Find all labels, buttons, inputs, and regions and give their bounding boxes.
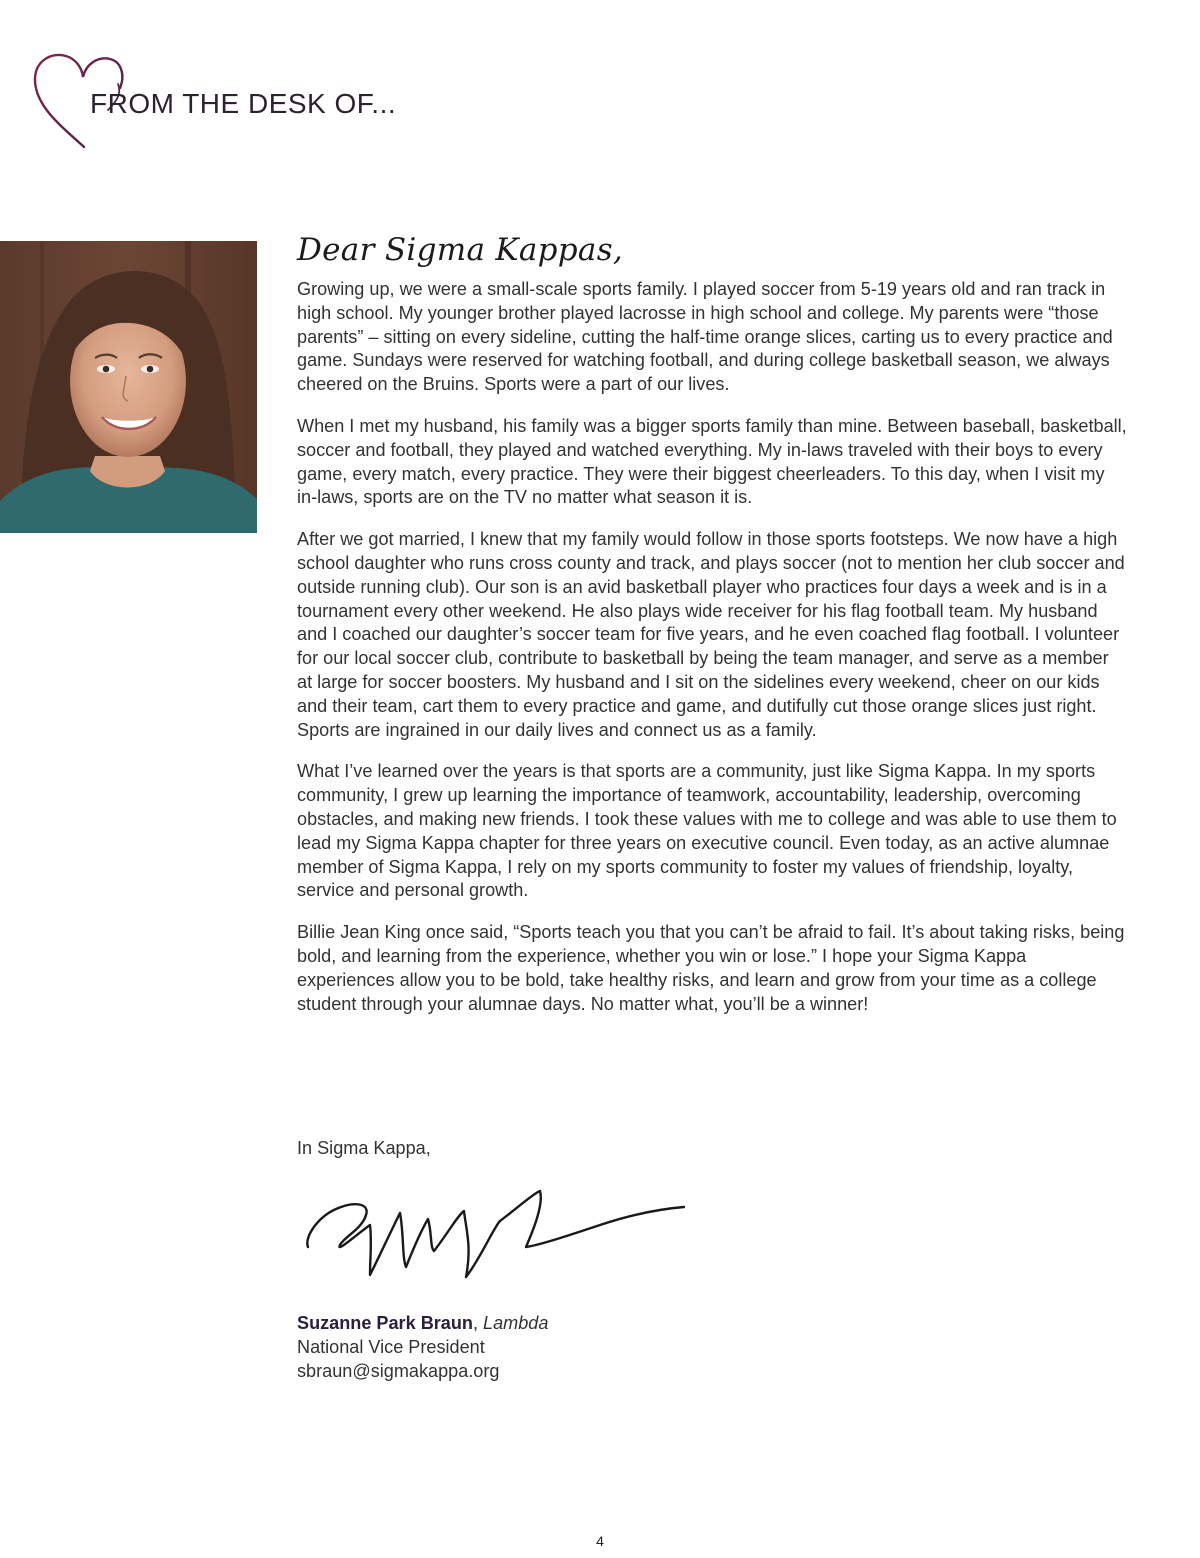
letter-paragraph: When I met my husband, his family was a bigger sports family than mine. Between baseball, basketball, soccer and football, they played and watched everything. My in-laws traveled with their boys to every game, every match, every practice. They were their biggest cheerleaders. To this day, when I visit my in-laws, sports are on the TV no matter what season it is. [297, 415, 1127, 508]
letter-body [297, 232, 1127, 1034]
portrait-photo [0, 241, 257, 533]
signer-email[interactable]: sbraun@sigmakappa.org [297, 1361, 500, 1381]
letter-paragraph: Growing up, we were a small-scale sports family. I played soccer from 5-19 years old and ran track in high school. My younger brother played lacrosse in high school and college. My parents were “those parents” – sitting on every sideline, cutting the half-time orange slices, carting us to every practice and game. Sundays were reserved for watching football, and during college basketball season, we always cheered on the Bruins. Sports were a part of our lives. [297, 279, 1113, 395]
signer-line [297, 1311, 548, 1335]
closing-line: In Sigma Kappa, [297, 1138, 431, 1158]
signer-chapter: Lambda [483, 1313, 549, 1333]
signer-name: Suzanne Park Braun [297, 1313, 473, 1333]
letter-paragraph: Billie Jean King once said, “Sports teach you that you can’t be afraid to fail. It’s about taking risks, being bold, and learning from the experience, whether you win or lose.” I hope your Sigma Kappa experiences allow you to be bold, take healthy risks, and learn and grow from your time as a college student through your alumnae days. No matter what, you’ll be a winner! [297, 922, 1125, 1014]
signoff-block [297, 1311, 548, 1383]
page-header [30, 50, 450, 155]
signer-role: National Vice President [297, 1337, 485, 1357]
letter-paragraph: After we got married, I knew that my family would follow in those sports footsteps. We now have a high school daughter who runs cross county and track, and plays soccer (not to mention her club soccer and outside running club). Our son is an avid basketball player who practices four days a week and is in a tournament every other weekend. He also plays wide receiver for his flag football team. My husband and I coached our daughter’s soccer team for five years, and he even coached flag football. I volunteer for our local soccer club, contribute to basketball by being the team manager, and serve as a member at large for soccer boosters. My husband and I sit on the sidelines every weekend, cheer on our kids and their team, cart them to every practice and game, and dutifully cut those orange slices just right. Sports are ingrained in our daily lives and connect us as a family. [297, 529, 1125, 740]
letter-paragraph: What I’ve learned over the years is that sports are a community, just like Sigma Kappa. In my sports community, I grew up learning the importance of teamwork, accountability, leadership, overcoming obstacles, and making new friends. I took these values with me to college and was able to use them to lead my Sigma Kappa chapter for three years on executive council. Even today, as an active alumnae member of Sigma Kappa, I rely on my sports community to foster my values of friendship, loyalty, service and personal growth. [297, 761, 1117, 901]
signer-separator: , [472, 1313, 484, 1333]
header-title: FROM THE DESK OF... [90, 88, 397, 119]
salutation: Dear Sigma Kappas, [297, 232, 624, 268]
page-number: 4 [596, 1533, 604, 1549]
signature-image [300, 1185, 695, 1285]
